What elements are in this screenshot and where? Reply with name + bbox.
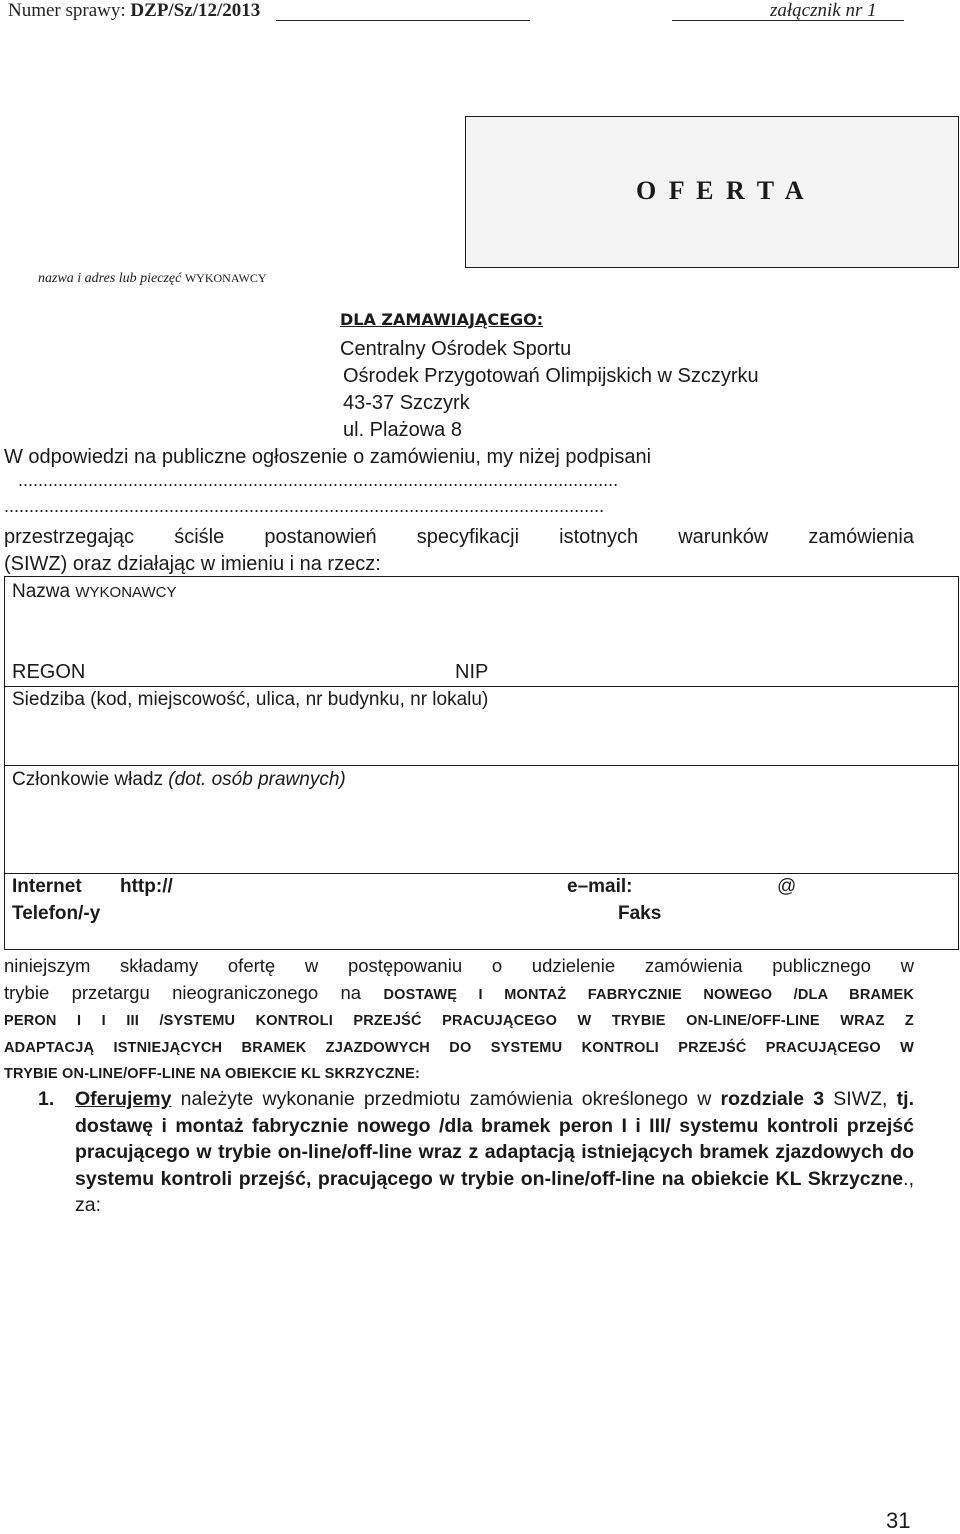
recipient-line-4: ul. Plażowa 8 [343,419,462,441]
fax-label: Faks [618,903,662,924]
dots-line-2: ........................................................................................................................ [4,496,605,516]
stamp-caption: nazwa i adres lub pieczęć WYKONAWCY [38,271,267,286]
name-field-label: Nazwa WYKONAWCY [12,581,177,602]
members-label: Członkowie władz (dot. osób prawnych) [12,769,346,790]
statement-line-5: TRYBIE ON-LINE/OFF-LINE NA OBIEKCIE KL SKRZYCZNE: [4,1066,421,1082]
case-label: Numer sprawy: [8,0,126,21]
recipient-line-3: 43-37 Szczyrk [343,392,470,414]
recipient-line-2: Ośrodek Przygotowań Olimpijskich w Szczyrku [343,365,759,387]
item-number: 1. [38,1088,55,1110]
form-divider-1 [4,686,959,687]
http-label: http:// [120,876,173,897]
case-number: DZP/Sz/12/2013 [130,0,261,21]
header-bar [8,0,260,22]
statement-line-2: trybie przetargu nieograniczonego na DOSTAWĘ I MONTAŻ FABRYCZNIE NOWEGO /DLA BRAMEK [4,981,915,1003]
form-divider-2 [4,765,959,766]
phone-label: Telefon/-y [12,903,101,924]
statement-line-3: PERON I I III /SYSTEMU KONTROLI PRZEJŚĆ PRACUJĄCEGO W TRYBIE ON-LINE/OFF-LINE WRAZ Z [4,1013,914,1029]
attachment-label: załącznik nr 1 [770,0,877,21]
dots-line-1: ........................................................................................................................ [18,470,619,490]
recipient-line-1: Centralny Ośrodek Sportu [340,338,572,360]
form-divider-3 [4,873,959,874]
compliance-line-1: przestrzegając ściśle postanowień specyfikacji istotnych warunków zamówienia [4,526,914,548]
nip-label: NIP [455,661,489,683]
compliance-line-2: (SIWZ) oraz działając w imieniu i na rzecz: [4,553,381,575]
page-number: 31 [886,1508,911,1533]
recipient-label: DLA ZAMAWIAJĄCEGO: [340,310,544,329]
seat-label: Siedziba (kod, miejscowość, ulica, nr budynku, nr lokalu) [12,689,489,710]
offer-item-1 [38,1086,914,1219]
at-sign: @ [777,876,797,897]
item-body: Oferujemy należyte wykonanie przedmiotu zamówienia określonego w rozdziale 3 SIWZ, tj. dostawę i montaż fabrycznie nowego /dla bramek peron I i III/ systemu kontroli przejść pracującego w trybie on-line/off-line wraz z adaptacją istniejących bramek zjazdowych do systemu kontroli przejść, pracującego w trybie on-line/off-line na obiekcie KL Skrzyczne., za: [75,1088,914,1216]
internet-label: Internet [12,876,82,897]
email-label: e–mail: [567,876,633,897]
statement-line-4: ADAPTACJĄ ISTNIEJĄCYCH BRAMEK ZJAZDOWYCH DO SYSTEMU KONTROLI PRZEJŚĆ PRACUJĄCEGO W [4,1039,914,1056]
statement-paragraph [4,953,914,1083]
regon-label: REGON [12,661,86,683]
header-underline-left [276,20,530,21]
offer-title: O F E R T A [636,176,807,205]
intro-line: W odpowiedzi na publiczne ogłoszenie o zamówieniu, my niżej podpisani [4,446,652,468]
statement-line-1: niniejszym składamy ofertę w postępowaniu o udzielenie zamówienia publicznego w [4,955,914,976]
